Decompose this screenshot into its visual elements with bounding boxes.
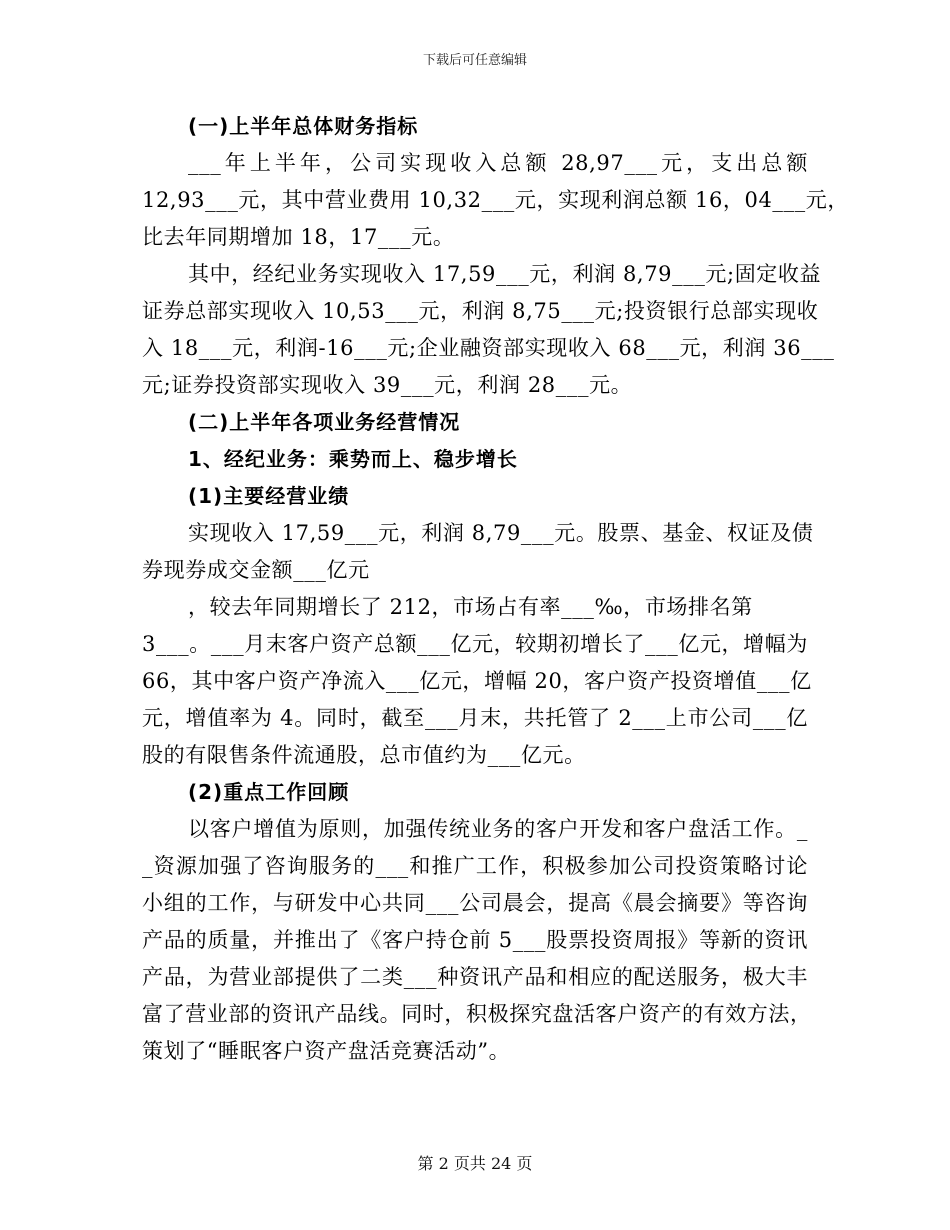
page-header: 下载后可任意编辑: [422, 53, 527, 68]
paragraph-line: 富了营业部的资讯产品线。同时，积极探究盘活客户资产的有效方法，: [142, 1002, 812, 1026]
paragraph-line: 比去年同期增加 18，17___元。: [142, 225, 455, 249]
paragraph-line: _资源加强了咨询服务的___和推广工作，积极参加公司投资策略讨论: [142, 854, 808, 878]
page-footer: 第 2 页共 24 页: [417, 1154, 533, 1173]
document-body: [142, 108, 849, 1070]
paragraph-line: ___年上半年，公司实现收入总额 28,97___元，支出总额: [188, 151, 808, 175]
paragraph-line: 元，增值率为 4。同时，截至___月末，共托管了 2___上市公司___亿: [142, 706, 808, 730]
paragraph-line: 策划了“睡眠客户资产盘活竞赛活动”。: [142, 1039, 511, 1063]
paragraph-line: 12,93___元，其中营业费用 10,32___元，实现利润总额 16，04___元，: [142, 188, 849, 212]
paragraph-line: 产品，为营业部提供了二类___种资讯产品和相应的配送服务，极大丰: [142, 965, 808, 989]
section-heading-business-operations: (二)上半年各项业务经营情况: [188, 410, 461, 434]
section-heading-financial-indicators: (一)上半年总体财务指标: [188, 114, 419, 138]
subsection-heading-main-performance: (1)主要经营业绩: [188, 484, 350, 508]
paragraph-line: 以客户增值为原则，加强传统业务的客户开发和客户盘活工作。_: [188, 817, 808, 841]
paragraph-line: 入 18___元，利润-16___元;企业融资部实现收入 68___元，利润 36___: [142, 336, 835, 360]
paragraph-line: 小组的工作，与研发中心共同___公司晨会，提高《晨会摘要》等咨询: [142, 891, 808, 915]
paragraph-line: 3___。___月末客户资产总额___亿元，较期初增长了___亿元，增幅为: [142, 632, 808, 656]
subsection-heading-key-work-review: (2)重点工作回顾: [188, 780, 350, 804]
subsection-heading-brokerage: 1、经纪业务：乘势而上、稳步增长: [188, 447, 518, 471]
paragraph-line: 元;证券投资部实现收入 39___元，利润 28___元。: [142, 373, 633, 397]
paragraph-line: 产品的质量，并推出了《客户持仓前 5___股票投资周报》等新的资讯: [142, 928, 808, 952]
paragraph-line: 66，其中客户资产净流入___亿元，增幅 20，客户资产投资增值___亿: [142, 669, 812, 693]
paragraph-line: ，较去年同期增长了 212，市场占有率___‰，市场排名第: [188, 595, 753, 619]
paragraph-line: 股的有限售条件流通股，总市值约为___亿元。: [142, 743, 586, 767]
paragraph-line: 券现券成交金额___亿元: [142, 558, 370, 582]
paragraph-line: 实现收入 17,59___元，利润 8,79___元。股票、基金、权证及债: [188, 521, 814, 545]
paragraph-line: 证券总部实现收入 10,53___元，利润 8,75___元;投资银行总部实现收: [142, 299, 819, 323]
paragraph-line: 其中，经纪业务实现收入 17,59___元，利润 8,79___元;固定收益: [188, 262, 822, 286]
